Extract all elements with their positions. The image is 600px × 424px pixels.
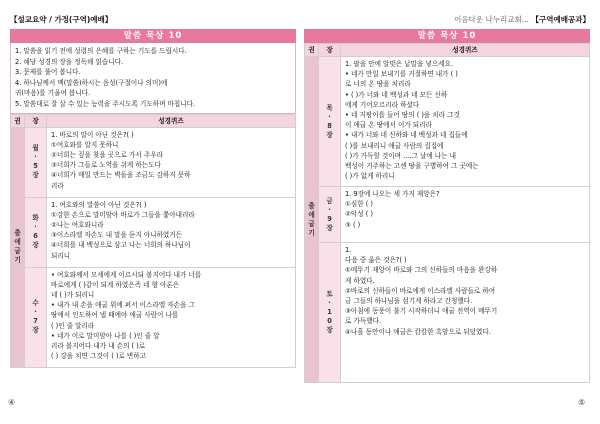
left-page [10,14,296,408]
vertical-text: 수 · 7 장 [32,299,39,335]
header-title: 【구역예배공과】 [531,15,590,24]
page-title: 말씀 묵상 10 [304,29,590,43]
quiz-line: • 네 지팡이를 들어 땅의 ( )을 치라 그것 [345,111,460,120]
vertical-text: 토 · 1 0 장 [326,290,333,334]
vertical-text: 금 · 9 장 [326,196,333,232]
quiz-line: ①강한 손으로 말미암아 바로가 그들을 쫓아내리라 [51,210,195,219]
table-row [305,243,590,383]
quiz-line: 게 하였다. [345,276,375,285]
quiz-cell [341,57,590,187]
guide-line: 귀(마음)를 기울여 봅니다. [15,89,91,98]
quiz-line: ②너희는 짚을 찾을 곳으로 가서 주우라 [51,150,163,159]
quiz-line: ③이스라엘 자손도 내 말을 듣지 아니하였거든 [51,231,183,240]
quiz-line: 이 애굽 온 땅에서 이가 되리라 [345,121,432,130]
section-label [305,57,319,383]
header-section: 권 [11,114,25,127]
quiz-line: ④나흘 동안이나 애굽은 캄캄한 흑암으로 뒤덮였다. [345,327,491,336]
table-row [305,57,590,187]
quiz-line: ①메뚜기 재앙이 바로와 그의 신하들의 마음을 완강하 [345,266,498,275]
quiz-line: ( )인 줄 알리라 [51,321,95,330]
page-number-right: ⑤ [578,398,586,407]
vertical-text: 목 · 8 장 [326,103,333,139]
quiz-cell [47,127,296,197]
quiz-line: 바로에게 ( )같이 되게 하였은즉 네 형 아론은 [51,280,180,289]
table-row [11,197,296,267]
day-label [25,197,47,267]
quiz-line: 리라 볼지어다 내가 내 손의 ( )로 [51,341,146,350]
day-label [25,127,47,197]
page-title: 말씀 묵상 10 [10,29,296,43]
quiz-cell [47,267,296,367]
table-row [305,187,590,243]
day-label [319,57,341,187]
quiz-line: 백성이 거주하는 고센 땅을 구별하여 그 곳에는 [345,162,479,171]
quiz-cell [341,187,590,243]
quiz-line: 에게 기어오르리라 하셨다 [345,100,420,109]
quiz-line: ④너희가 매일 만드는 벽돌을 조금도 감하지 못하 [51,171,191,180]
quiz-line: ( ) 강을 치면 그것이 ( )로 변하고 [51,352,147,361]
guide-box [10,43,296,114]
guide-line: 2. 해당 성경의 장을 정독해 읽습니다. [15,57,124,66]
quiz-line: ③너희가 그들로 노역을 쉬게 하는도다 [51,161,161,170]
page-number-left: ④ [8,398,16,407]
quiz-line: 1. 팔을 안에 알맞은 낱말을 넣으세요. [345,60,454,68]
quiz-cell [47,197,296,267]
day-label [319,243,341,383]
quiz-line: ③아침에 동풍이 불기 시작하더니 애굽 전역이 메뚜기 [345,307,498,316]
quiz-line: • 내가 너와 네 신하와 네 백성과 네 집들에 [345,131,468,140]
table-row [11,127,296,197]
page-header: 【설교요약 / 가정(구역)예배】 [10,15,113,24]
quiz-line: • 네가 이로 말미암아 나를 ( )인 줄 알 [51,331,160,340]
quiz-line: • 여호와께서 모세에게 이르시되 볼지어다 내가 너를 [51,270,202,279]
header-quiz: 성경퀴즈 [341,44,590,57]
guide-line: 5. 말씀대로 잘 살 수 있는 능력을 주시도록 기도하며 마칩니다. [15,99,196,108]
church-name: 이음다운 나누리교회... [454,15,529,24]
guide-line: 4. 하나님께서 맥(말씀)하시는 음성(구절이나 의미)에 [15,78,168,87]
quiz-line: • 내가 내 손을 애굽 위에 펴서 이스라엘 자손을 그 [51,301,195,310]
section-label [11,127,25,367]
vertical-text: 출 애 굽 기 [14,229,21,265]
quiz-cell [341,243,590,383]
quiz-line: 1. 바로의 말이 아닌 것은?( ) [51,130,134,139]
quiz-line: 다음 중 옳은 것은?( ) [345,256,407,265]
day-label [25,267,47,367]
quiz-line: • 네가 만일 보내기를 거절하면 내가 ( ) [345,70,458,79]
quiz-line: ①여호와를 알지 못하니 [51,140,119,149]
quiz-line: ②악성 ( ) [345,210,373,219]
quiz-line: ②바로의 신하들이 바로에게 이스라엘 사람들로 하여 [345,286,496,295]
quiz-line: 로 가득했다. [345,317,382,326]
quiz-line: ( )가 없게 하리니 [345,172,395,181]
vertical-text: 월 · 5 장 [32,144,39,180]
table-row [11,267,296,367]
header-section: 권 [305,44,319,57]
quiz-table [10,114,296,368]
right-page [304,14,590,408]
quiz-line: 1. [345,246,352,254]
quiz-line: 되리니 [51,251,71,260]
day-label [319,187,341,243]
quiz-line: 리라 [51,181,64,190]
header-chapter: 장 [319,44,341,57]
quiz-line: 로 너의 온 땅을 치리라 [345,80,411,89]
header-chapter: 장 [25,114,47,127]
quiz-table [304,43,590,383]
quiz-line: • ( )가 너와 네 백성과 네 모든 신하 [345,90,448,99]
vertical-text: 화 · 6 장 [32,214,39,250]
guide-line: 3. 문제를 풀어 봅니다. [15,68,81,77]
page-header [304,14,590,26]
quiz-line: 1. 9장에 나오는 세 가지 재앙은? [345,190,440,198]
quiz-line: ②나는 여호와니라 [51,220,104,229]
quiz-line: ①심한 ( ) [345,200,373,209]
guide-line: 1. 말씀을 읽기 전에 성령의 은혜를 구하는 기도를 드립시다. [15,47,187,55]
quiz-line: 1. 여호와의 말씀이 아닌 것은?( ) [51,200,147,209]
header-quiz: 성경퀴즈 [47,114,296,127]
quiz-line: 땅에서 인도하여 낼 때에야 애굽 사람이 나를 [51,311,179,320]
quiz-line: 네 ( )가 되리니 [51,290,95,299]
quiz-line: 금 그들의 하나님을 섬기게 하라고 간청했다. [345,297,473,306]
quiz-line: ( )를 보내리니 애굽 사람의 집집에 [345,141,444,150]
quiz-line: ③ ( ) [345,220,361,229]
quiz-line: ( )가 가득할 것이며 ....그 날에 나는 내 [345,151,457,160]
quiz-line: ④너희를 내 백성으로 삼고 나는 너희의 하나님이 [51,241,191,250]
vertical-text: 출 애 굽 기 [308,201,315,237]
